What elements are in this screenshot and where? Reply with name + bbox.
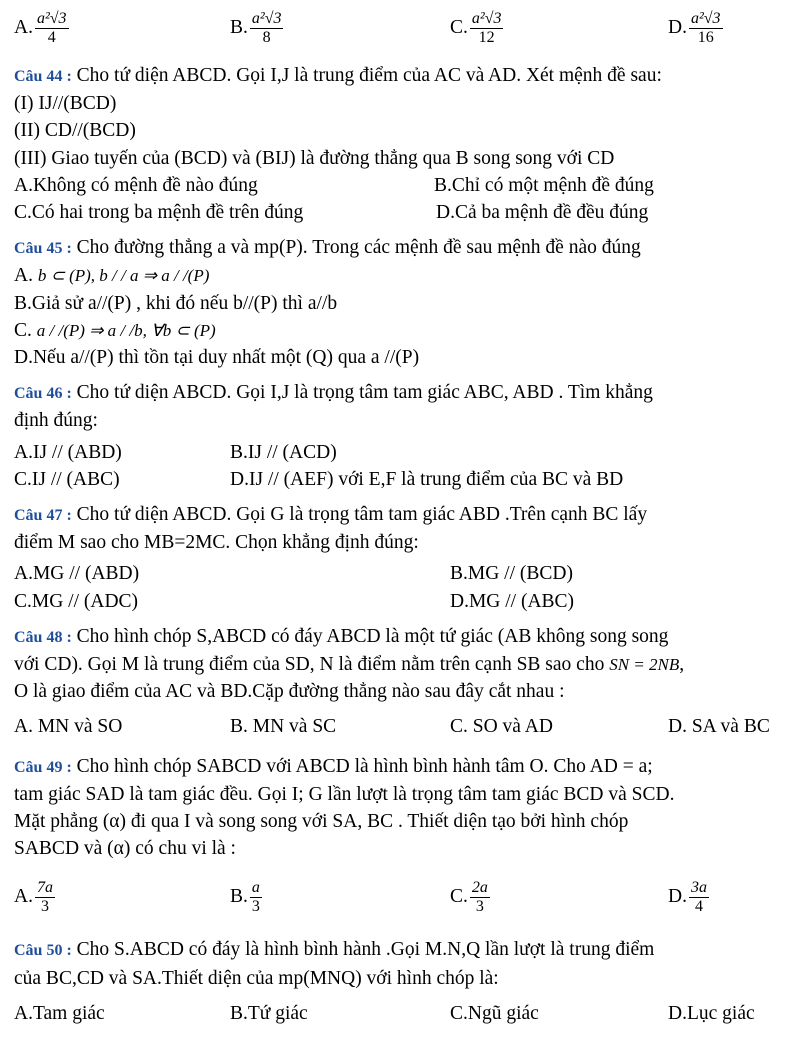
option-a: A. b ⊂ (P), b / / a ⇒ a / /(P) xyxy=(14,265,210,287)
question-label: Câu 46 : xyxy=(14,385,72,403)
option-d: D.IJ // (AEF) với E,F là trung điểm của BC và BD xyxy=(230,468,624,490)
question-48: Câu 48 : Cho hình chóp S,ABCD có đáy ABCD là một tứ giác (AB không song song với CD). Gọi M là trung điểm của SD, N là điểm nằm trên cạnh SB sao cho SN = 2NB, O là giao điểm của AC và BD.Cặp đường thẳng nào sau đây cắt nhau : A. MN và SO B. MN và SC C. SO và AD D. SA và BC xyxy=(14,623,794,741)
option-c: C. $\frac{2a}{3}$ xyxy=(450,878,488,915)
question-label: Câu 48 : xyxy=(14,628,72,646)
question-49: Câu 49 : Cho hình chóp SABCD với ABCD là hình bình hành tâm O. Cho AD = a; tam giác SAD là tam giác đều. Gọi I; G lần lượt là trọng tâm tam giác BCD và SCD. Mặt phẳng (α) đi qua I và song song với SA, BC . Thiết diện tạo bởi hình chóp SABCD và (α) có chu vi là : A. $\frac{7a}{3}$ B. $\frac{a}{3}$ C. $\frac{2a}{3}$ D. $\frac{3a}{4}$ xyxy=(14,753,794,929)
question-44: Câu 44 : Cho tứ diện ABCD. Gọi I,J là trung điểm của AC và AD. Xét mệnh đề sau: (I) IJ//(BCD) (II) CD//(BCD) (III) Giao tuyến của (BCD) và (BIJ) là đường thẳng qua B song song với CD A.Không có mệnh đề nào đúng B.Chỉ có một mệnh đề đúng C.Có hai trong ba mệnh đề trên đúng D.Cả ba mệnh đề đều đúng xyxy=(14,62,794,226)
option-a: A.Không có mệnh đề nào đúng xyxy=(14,174,258,196)
option-a: A.IJ // (ABD) xyxy=(14,441,122,463)
option-a: A. $\frac{7a}{3}$ xyxy=(14,878,53,915)
option-b: B.Chỉ có một mệnh đề đúng xyxy=(434,174,654,196)
option-d: D. $\frac{3a}{4}$ xyxy=(668,878,707,915)
question-label: Câu 49 : xyxy=(14,758,72,776)
question-label: Câu 50 : xyxy=(14,942,72,960)
option-c: C.Có hai trong ba mệnh đề trên đúng xyxy=(14,202,304,223)
q43-answers xyxy=(14,0,794,54)
option-c: C.Ngũ giác xyxy=(450,1002,539,1024)
question-45: Câu 45 : Cho đường thẳng a và mp(P). Trong các mệnh đề sau mệnh đề nào đúng A. b ⊂ (P), b / / a ⇒ a / /(P) B.Giả sử a//(P) , khi đó nếu b//(P) thì a//b C. a / /(P) ⇒ a / /b, ∀b ⊂ (P) D.Nếu a//(P) thì tồn tại duy nhất một (Q) qua a //(P) xyxy=(14,234,794,371)
option-b: B. $\frac{a}{3}$ xyxy=(230,878,260,915)
option-b: B.Tứ giác xyxy=(230,1002,308,1024)
statement-2: (II) CD//(BCD) xyxy=(14,120,136,142)
q43-answer-a: A. $\frac{\text{a²√3}}{4}$ xyxy=(14,9,67,46)
q43-answer-d: D. $\frac{\text{a²√3}}{16}$ xyxy=(668,9,721,46)
option-c: C.IJ // (ABC) xyxy=(14,468,120,490)
question-50: Câu 50 : Cho S.ABCD có đáy là hình bình hành .Gọi M.N,Q lần lượt là trung điểm của BC,CD và SA.Thiết diện của mp(MNQ) với hình chóp là: A.Tam giác B.Tứ giác C.Ngũ giác D.Lục giác xyxy=(14,936,794,1027)
q49-answers xyxy=(14,866,794,928)
question-label: Câu 47 : xyxy=(14,506,72,524)
option-b: B.MG // (BCD) xyxy=(450,563,573,585)
option-a: A.MG // (ABD) xyxy=(14,563,140,585)
q43-answer-c: C. $\frac{\text{a²√3}}{12}$ xyxy=(450,9,502,46)
option-d: D.MG // (ABC) xyxy=(450,590,575,612)
option-c: C. a / /(P) ⇒ a / /b, ∀b ⊂ (P) xyxy=(14,319,216,341)
q43-answer-b: B. $\frac{\text{a²√3}}{8}$ xyxy=(230,9,282,46)
option-c: C. SO và AD xyxy=(450,716,553,738)
question-47: Câu 47 : Cho tứ diện ABCD. Gọi G là trọng tâm tam giác ABD .Trên cạnh BC lấy điểm M sao cho MB=2MC. Chọn khẳng định đúng: A.MG // (ABD) B.MG // (BCD) C.MG // (ADC) D.MG // (ABC) xyxy=(14,501,794,615)
question-46: Câu 46 : Cho tứ diện ABCD. Gọi I,J là trọng tâm tam giác ABC, ABD . Tìm khẳng định đúng: A.IJ // (ABD) B.IJ // (ACD) C.IJ // (ABC) D.IJ // (AEF) với E,F là trung điểm của BC và BD xyxy=(14,379,794,493)
option-d: D.Cả ba mệnh đề đều đúng xyxy=(436,202,649,223)
question-label: Câu 44 : xyxy=(14,68,72,85)
option-b: B.Giả sử a//(P) , khi đó nếu b//(P) thì a//b xyxy=(14,292,338,314)
option-d: D. SA và BC xyxy=(668,716,770,738)
option-c: C.MG // (ADC) xyxy=(14,590,139,612)
option-d: D.Nếu a//(P) thì tồn tại duy nhất một (Q) qua a //(P) xyxy=(14,347,420,368)
option-b: B. MN và SC xyxy=(230,716,337,738)
exam-page xyxy=(14,0,794,1027)
option-a: A.Tam giác xyxy=(14,1002,105,1024)
option-d: D.Lục giác xyxy=(668,1002,755,1024)
statement-3: (III) Giao tuyến của (BCD) và (BIJ) là đường thẳng qua B song song với CD xyxy=(14,147,615,169)
statement-1: (I) IJ//(BCD) xyxy=(14,93,117,115)
question-label: Câu 45 : xyxy=(14,240,72,258)
option-b: B.IJ // (ACD) xyxy=(230,441,337,463)
option-a: A. MN và SO xyxy=(14,716,123,738)
